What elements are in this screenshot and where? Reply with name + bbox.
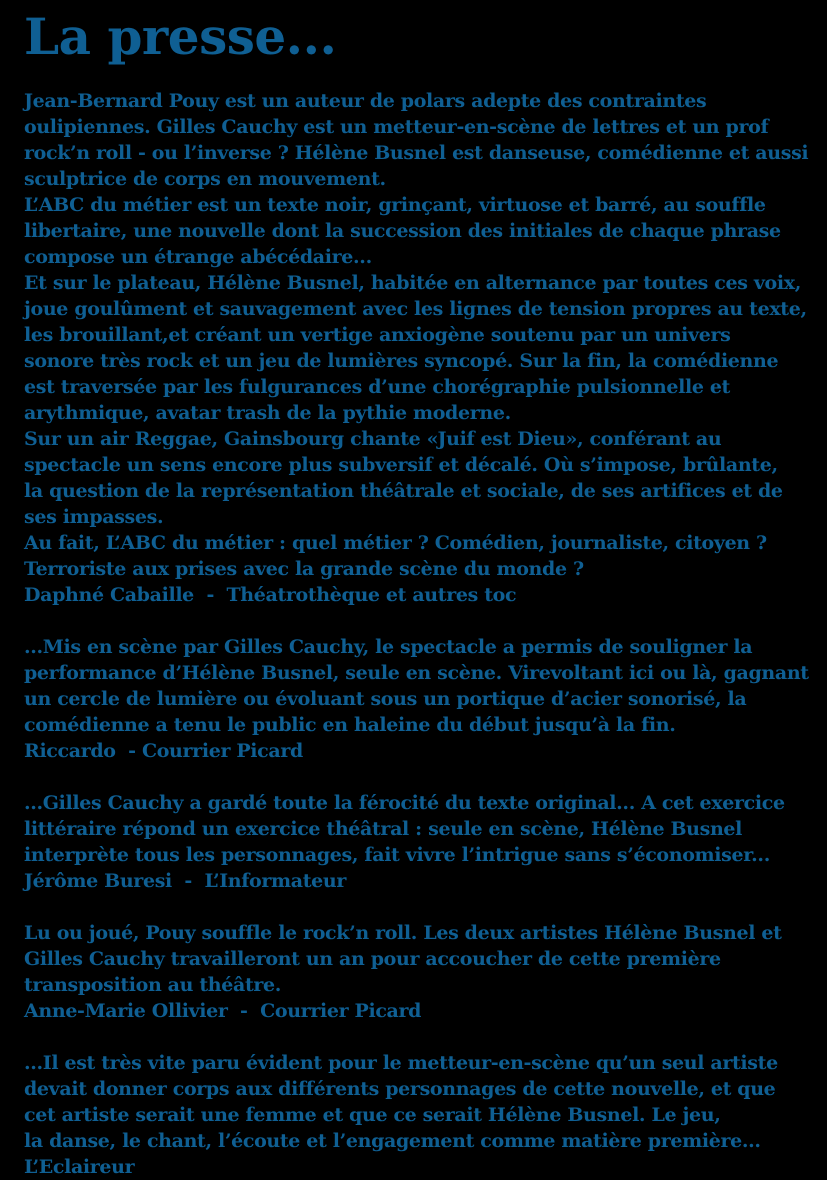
review-line: rock’n roll - ou l’inverse ? Hélène Busnel est danseuse, comédienne et aussi: [24, 142, 809, 164]
review-line: Sur un air Reggae, Gainsbourg chante «Juif est Dieu», conférant au: [24, 428, 722, 450]
review-line: Gilles Cauchy travailleront un an pour accoucher de cette première: [24, 948, 721, 970]
review-paragraph: [24, 790, 824, 868]
review-line: interprète tous les personnages, fait vivre l’intrigue sans s’économiser...: [24, 844, 770, 866]
review-line: devait donner corps aux différents personnages de cette nouvelle, et que: [24, 1078, 776, 1100]
review-line: ses impasses.: [24, 506, 164, 528]
review-line: Lu ou joué, Pouy souffle le rock’n roll. Les deux artistes Hélène Busnel et: [24, 922, 782, 944]
review-line: est traversée par les fulgurances d’une chorégraphie pulsionnelle et: [24, 376, 730, 398]
review-line: ...Mis en scène par Gilles Cauchy, le spectacle a permis de souligner la: [24, 636, 753, 658]
review-line: performance d’Hélène Busnel, seule en scène. Virevoltant ici ou là, gagnant: [24, 662, 809, 684]
press-review: [24, 1050, 824, 1180]
review-line: Terroriste aux prises avec la grande scène du monde ?: [24, 558, 584, 580]
press-review: [24, 920, 824, 1024]
review-paragraph: [24, 920, 824, 998]
review-credit: Anne-Marie Ollivier - Courrier Picard: [24, 1000, 422, 1022]
review-separator: [24, 764, 824, 790]
press-page: [24, 8, 824, 1180]
review-paragraph: [24, 270, 824, 426]
review-credit: Daphné Cabaille - Théatrothèque et autres toc: [24, 584, 517, 606]
review-line: les brouillant,et créant un vertige anxiogène soutenu par un univers: [24, 324, 731, 346]
review-line: libertaire, une nouvelle dont la succession des initiales de chaque phrase: [24, 220, 781, 242]
review-line: cet artiste serait une femme et que ce serait Hélène Busnel. Le jeu,: [24, 1104, 721, 1126]
review-paragraph: [24, 426, 824, 530]
review-paragraph: [24, 88, 824, 192]
review-line: la danse, le chant, l’écoute et l’engagement comme matière première...: [24, 1130, 761, 1152]
review-line: Au fait, L’ABC du métier : quel métier ? Comédien, journaliste, citoyen ?: [24, 532, 767, 554]
review-line: transposition au théâtre.: [24, 974, 282, 996]
press-reviews: [24, 88, 824, 1180]
review-line: Jean-Bernard Pouy est un auteur de polars adepte des contraintes: [24, 90, 707, 112]
review-line: spectacle un sens encore plus subversif et décalé. Où s’impose, brûlante,: [24, 454, 778, 476]
review-credit: Jérôme Buresi - L’Informateur: [24, 870, 347, 892]
review-separator: [24, 1024, 824, 1050]
review-credit: L’Eclaireur: [24, 1156, 135, 1178]
review-line: sonore très rock et un jeu de lumières syncopé. Sur la fin, la comédienne: [24, 350, 779, 372]
review-line: oulipiennes. Gilles Cauchy est un metteur-en-scène de lettres et un prof: [24, 116, 769, 138]
review-line: joue goulûment et sauvagement avec les lignes de tension propres au texte,: [24, 298, 807, 320]
review-line: L’ABC du métier est un texte noir, grinçant, virtuose et barré, au souffle: [24, 194, 766, 216]
press-review: [24, 634, 824, 764]
press-review: [24, 790, 824, 894]
review-line: sculptrice de corps en mouvement.: [24, 168, 386, 190]
review-line: littéraire répond un exercice théâtral : seule en scène, Hélène Busnel: [24, 818, 743, 840]
review-line: ...Gilles Cauchy a gardé toute la férocité du texte original... A cet exercice: [24, 792, 785, 814]
review-line: compose un étrange abécédaire...: [24, 246, 372, 268]
page-title: La presse...: [24, 7, 337, 66]
review-line: comédienne a tenu le public en haleine du début jusqu’à la fin.: [24, 714, 676, 736]
review-line: la question de la représentation théâtrale et sociale, de ses artifices et de: [24, 480, 783, 502]
review-paragraph: [24, 634, 824, 738]
review-paragraph: [24, 192, 824, 270]
review-separator: [24, 608, 824, 634]
review-paragraph: [24, 530, 824, 582]
review-paragraph: [24, 1050, 824, 1154]
review-credit: Riccardo - Courrier Picard: [24, 740, 303, 762]
press-review: [24, 88, 824, 608]
review-separator: [24, 894, 824, 920]
review-line: Et sur le plateau, Hélène Busnel, habitée en alternance par toutes ces voix,: [24, 272, 801, 294]
review-line: arythmique, avatar trash de la pythie moderne.: [24, 402, 511, 424]
review-line: ...Il est très vite paru évident pour le metteur-en-scène qu’un seul artiste: [24, 1052, 778, 1074]
review-line: un cercle de lumière ou évoluant sous un portique d’acier sonorisé, la: [24, 688, 747, 710]
